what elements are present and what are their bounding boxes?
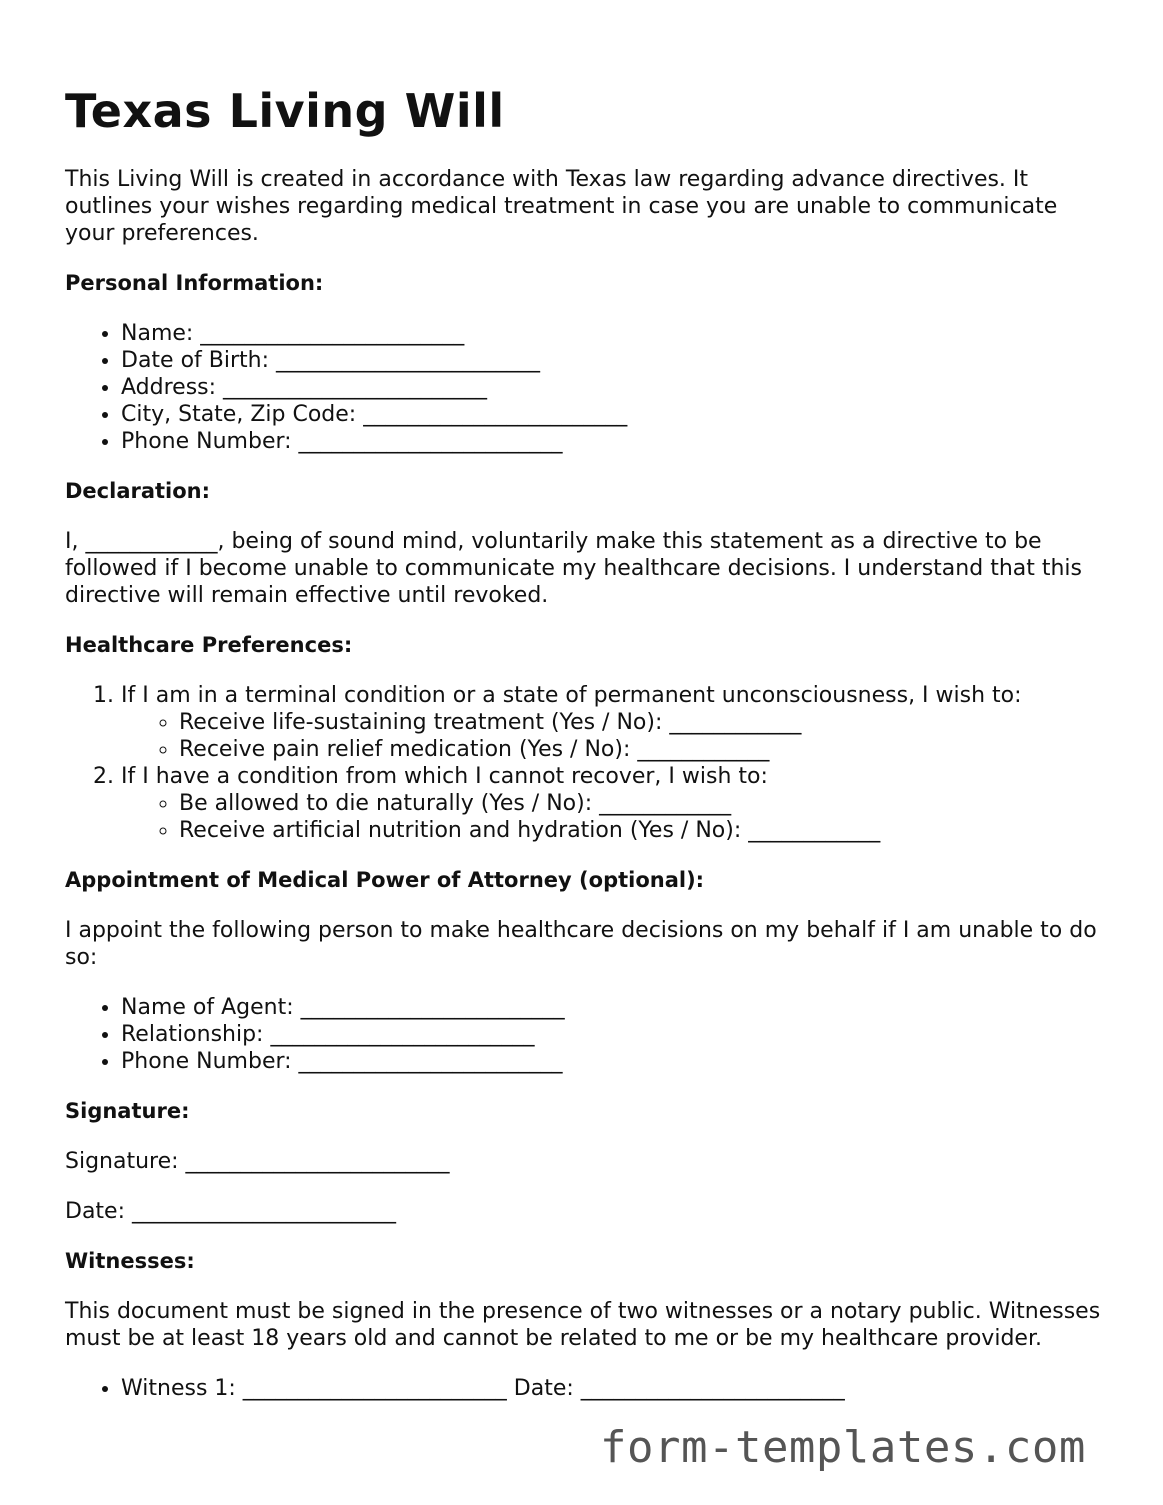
- list-item: ◦ Receive artificial nutrition and hydration (Yes / No): ____________: [179, 817, 1105, 844]
- healthcare-sublist: [121, 709, 1105, 763]
- declaration-heading: Declaration:: [65, 479, 211, 503]
- list-item: • Relationship: ________________________: [121, 1021, 1105, 1048]
- list-item: [121, 763, 1105, 844]
- list-item: • Witness 1: ________________________ Date: ________________________: [121, 1375, 1105, 1402]
- list-item: ◦ Be allowed to die naturally (Yes / No): ____________: [179, 790, 1105, 817]
- list-item: • City, State, Zip Code: ________________________: [121, 401, 1105, 428]
- personal-info-heading: Personal Information:: [65, 271, 324, 295]
- list-item: • Date of Birth: ________________________: [121, 347, 1105, 374]
- list-item: ◦ Receive life-sustaining treatment (Yes / No): ____________: [179, 709, 1105, 736]
- signature-line: Signature: ________________________: [65, 1149, 450, 1174]
- witnesses-paragraph: This document must be signed in the presence of two witnesses or a notary public. Witnesses must be at least 18 years old and cannot be related to me or be my healthcare provider.: [65, 1299, 1101, 1351]
- document-page: [65, 84, 1105, 1425]
- document-title: Texas Living Will: [65, 84, 505, 138]
- signature-heading: Signature:: [65, 1099, 190, 1123]
- healthcare-heading: Healthcare Preferences:: [65, 633, 353, 657]
- intro-paragraph: This Living Will is created in accordance with Texas law regarding advance directives. It outlines your wishes regarding medical treatment in case you are unable to communicate your preferences.: [65, 167, 1058, 246]
- attorney-paragraph: I appoint the following person to make healthcare decisions on my behalf if I am unable to do so:: [65, 918, 1097, 970]
- healthcare-list: [65, 682, 1105, 844]
- attorney-heading: Appointment of Medical Power of Attorney (optional):: [65, 868, 705, 892]
- list-item: • Address: ________________________: [121, 374, 1105, 401]
- healthcare-sublist: [121, 790, 1105, 844]
- list-item: ◦ Receive pain relief medication (Yes / No): ____________: [179, 736, 1105, 763]
- attorney-list: [65, 994, 1105, 1075]
- healthcare-item-label: If I have a condition from which I cannot recover, I wish to:: [121, 764, 768, 789]
- list-item: • Phone Number: ________________________: [121, 428, 1105, 455]
- healthcare-item-label: If I am in a terminal condition or a state of permanent unconsciousness, I wish to:: [121, 683, 1022, 708]
- declaration-paragraph: I, ____________, being of sound mind, voluntarily make this statement as a directive to be followed if I become unable to communicate my healthcare decisions. I understand that this directive will remain effective until revoked.: [65, 529, 1083, 608]
- signature-date-line: Date: ________________________: [65, 1199, 396, 1224]
- watermark: form-templates.com: [600, 1422, 1086, 1473]
- personal-info-list: [65, 320, 1105, 455]
- list-item: • Name: ________________________: [121, 320, 1105, 347]
- witnesses-heading: Witnesses:: [65, 1249, 195, 1273]
- witnesses-list: [65, 1375, 1105, 1402]
- list-item: • Phone Number: ________________________: [121, 1048, 1105, 1075]
- list-item: [121, 682, 1105, 763]
- list-item: • Name of Agent: ________________________: [121, 994, 1105, 1021]
